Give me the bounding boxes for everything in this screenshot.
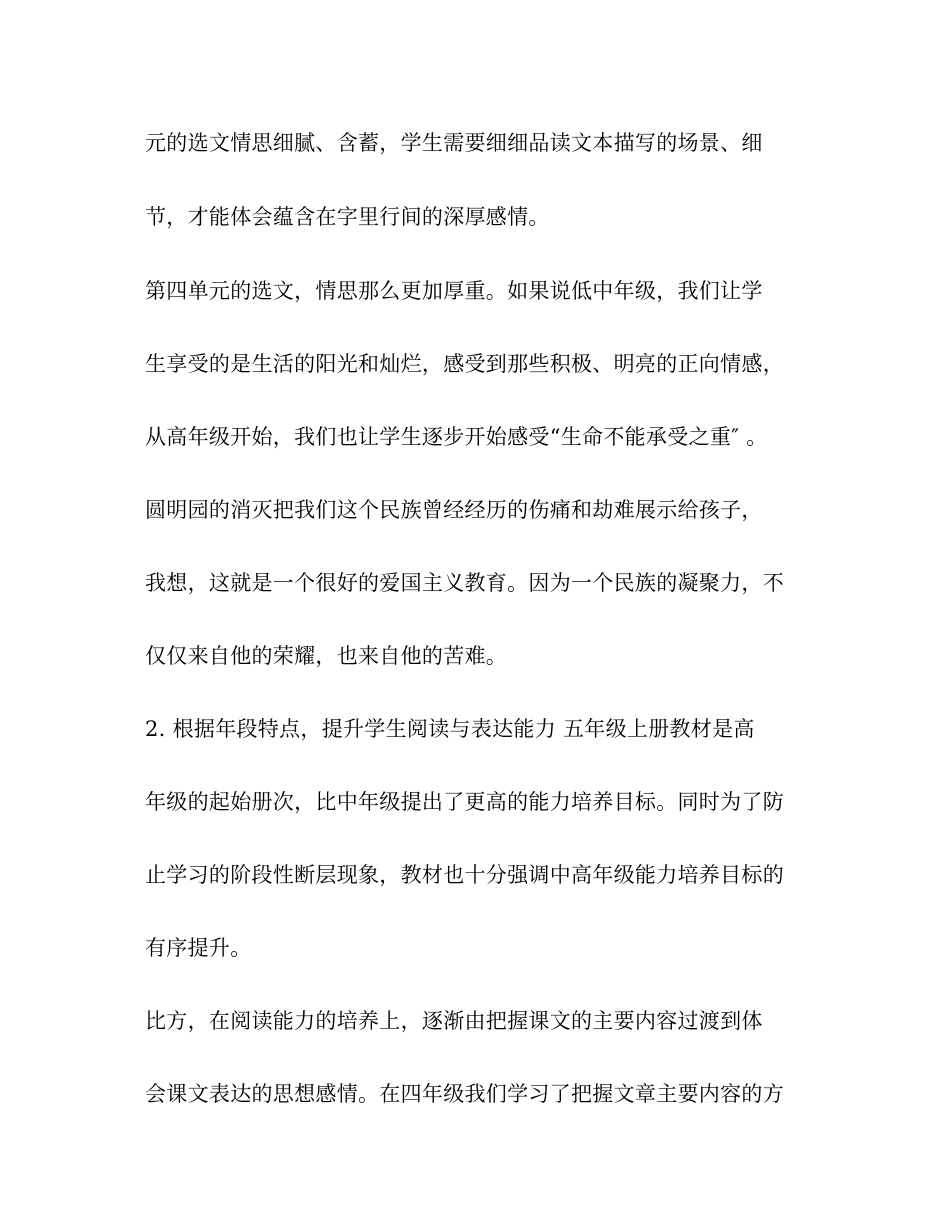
text-line: 圆明园的消灭把我们这个民族曾经经历的伤痛和劫难展示给孩子， <box>145 498 763 522</box>
text-line: 会课文表达的思想感情。在四年级我们学习了把握文章主要内容的方 <box>145 1082 784 1106</box>
text-line: 我想，这就是一个很好的爱国主义教育。因为一个民族的凝聚力，不 <box>145 571 784 595</box>
text-line: 止学习的阶段性断层现象，教材也十分强调中高年级能力培养目标的 <box>145 863 784 887</box>
text-line: 2. 根据年段特点，提升学生阅读与表达能力 五年级上册教材是高 <box>145 717 755 741</box>
text-line: 生享受的是生活的阳光和灿烂，感受到那些积极、明亮的正向情感， <box>145 352 784 376</box>
text-line: 有序提升。 <box>145 936 252 960</box>
text-line: 仅仅来自他的荣耀，也来自他的苦难。 <box>145 644 508 668</box>
text-line: 第四单元的选文，情思那么更加厚重。如果说低中年级，我们让学 <box>145 279 763 303</box>
text-line: 从高年级开始，我们也让学生逐步开始感受“生命不能承受之重″ 。 <box>145 425 768 449</box>
text-line: 节，才能体会蕴含在字里行间的深厚感情。 <box>145 205 550 229</box>
text-line: 比方，在阅读能力的培养上，逐渐由把握课文的主要内容过渡到体 <box>145 1009 763 1033</box>
text-line: 年级的起始册次，比中年级提出了更高的能力培养目标。同时为了防 <box>145 790 784 814</box>
text-line: 元的选文情思细腻、含蓄，学生需要细细品读文本描写的场景、细 <box>145 131 763 155</box>
